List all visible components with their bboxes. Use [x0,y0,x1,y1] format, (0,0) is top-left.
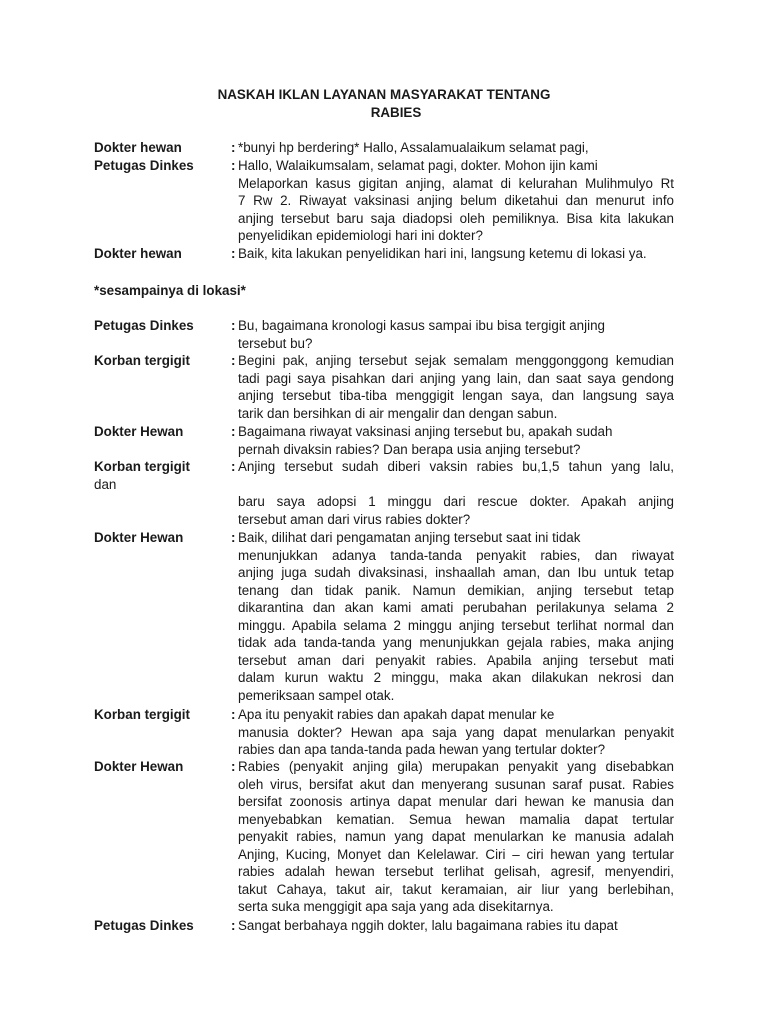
colon: : [231,530,236,545]
dialogue-line: serta suka menggigit apa saja yang ada disekitarnya. [238,899,554,914]
dialogue-text [238,352,674,422]
dialogue-text [238,423,674,458]
dialogue-line: pemeriksaan sampel otak. [238,687,395,703]
speaker-label: Dokter Hewan [94,530,184,545]
colon: : [231,918,236,933]
dialogue-line: rabies adalah hewan tersebut terlihat gelisah, agresif, menyendiri, [238,864,674,879]
dialogue-line: bersifat zoonosis artinya dapat menular dari hewan ke manusia dan [238,794,674,809]
speaker-label: Dokter hewan [94,246,182,261]
colon: : [231,158,236,173]
speaker-label-continuation: dan [94,476,117,492]
dialogue-line: tersebut bu? [238,335,313,351]
dialogue-line-blank [238,476,674,494]
dialogue-line: *bunyi hp berdering* Hallo, Assalamualaikum selamat pagi, [238,140,589,155]
dialogue-line: penyelidikan epidemiologi hari ini dokter? [238,228,483,243]
dialogue-line: 7 Rw 2. Riwayat vaksinasi anjing belum diketahui dan menurut info [238,193,674,208]
dialogue-line: anjing tersebut baru saja diadopsi oleh pemiliknya. Bisa kita lakukan [238,210,674,226]
dialogue-line: takut Cahaya, takut air, takut keramaian, air liur yang berlebihan, [238,881,674,897]
dialogue-text [238,139,674,157]
dialogue-line: Apa itu penyakit rabies dan apakah dapat menular ke [238,707,555,722]
dialogue-text [238,529,674,704]
dialogue-line: Baik, dilihat dari pengamatan anjing tersebut saat ini tidak [238,530,581,545]
dialogue-line: tenang dan tidak panik. Namun demikian, anjing tersebut tetap [238,582,674,598]
dialogue-line: menyebabkan kematian. Semua hewan mamalia dapat tertular [238,811,674,827]
dialogue-line: Baik, kita lakukan penyelidikan hari ini, langsung ketemu di lokasi ya. [238,246,647,261]
dialogue-line: menunjukkan adanya tanda-tanda penyakit rabies, dan riwayat [238,547,674,563]
dialogue-line: tidak ada tanda-tanda yang menunjukkan gejala rabies, maka anjing [238,635,674,650]
dialogue-text [238,758,674,916]
dialogue-line: oleh virus, bersifat akut dan menyerang susunan saraf pusat. Rabies [238,776,674,792]
colon: : [231,459,236,474]
scene-direction: *sesampainya di lokasi* [94,283,246,298]
dialogue-text [238,245,674,263]
dialogue-line: Begini pak, anjing tersebut sejak semalam menggonggong kemudian [238,353,674,368]
colon: : [231,707,236,722]
dialogue-text [238,917,674,935]
dialogue-text [238,706,674,759]
colon: : [231,353,236,368]
speaker-label: Dokter Hewan [94,759,184,774]
dialogue-line: Anjing tersebut sudah diberi vaksin rabies bu,1,5 tahun yang lalu, [238,459,674,474]
dialogue-text [238,317,674,352]
dialogue-line: tadi pagi saya pisahkan dari anjing yang lain, dan saat saya gendong [238,370,674,386]
colon: : [231,759,236,774]
colon: : [231,246,236,261]
dialogue-line: Bu, bagaimana kronologi kasus sampai ibu bisa tergigit anjing [238,318,605,333]
dialogue-line: tersebut aman dari penyakit rabies. Apabila anjing tersebut mati [238,652,674,668]
speaker-label: Petugas Dinkes [94,318,194,333]
dialogue-line: pernah divaksin rabies? Dan berapa usia anjing tersebut? [238,441,581,457]
dialogue-line: minggu. Apabila selama 2 minggu anjing tersebut terlihat normal dan [238,617,674,633]
dialogue-line: anjing juga sudah divaksinasi, inshaallah aman, dan Ibu untuk tetap [238,565,674,580]
speaker-label: Petugas Dinkes [94,918,194,933]
dialogue-line: Melaporkan kasus gigitan anjing, alamat di kelurahan Mulihmulyo Rt [238,175,674,191]
dialogue-line: baru saya adopsi 1 minggu dari rescue dokter. Apakah anjing [238,494,674,509]
speaker-label: Petugas Dinkes [94,158,194,173]
dialogue-line: Hallo, Walaikumsalam, selamat pagi, dokter. Mohon ijin kami [238,158,598,173]
speaker-label: Dokter Hewan [94,424,184,439]
dialogue-text [238,458,674,528]
dialogue-line: Bagaimana riwayat vaksinasi anjing tersebut bu, apakah sudah [238,424,613,439]
dialogue-line: Sangat berbahaya nggih dokter, lalu bagaimana rabies itu dapat [238,918,618,933]
dialogue-line: anjing tersebut tiba-tiba menggigit lengan saya, dan langsung saya [238,388,674,403]
dialogue-line: tarik dan bersihkan di air mengalir dan dengan sabun. [238,405,558,421]
dialogue-line: penyakit rabies, namun yang dapat menularkan ke manusia adalah [238,829,674,844]
dialogue-line: tersebut aman dari virus rabies dokter? [238,511,471,527]
dialogue-line: Rabies (penyakit anjing gila) merupakan penyakit yang disebabkan [238,759,674,774]
speaker-label: Korban tergigit [94,707,190,722]
speaker-label [94,458,234,493]
document-title-line-2: RABIES [370,105,422,120]
colon: : [231,318,236,333]
dialogue-text [238,157,674,245]
speaker-label: Korban tergigit [94,353,190,368]
dialogue-line: Anjing, Kucing, Monyet dan Kelelawar. Ciri – ciri hewan yang tertular [238,846,674,862]
dialogue-line: manusia dokter? Hewan apa saja yang dapat menularkan penyakit [238,724,674,740]
document-title-line-1: NASKAH IKLAN LAYANAN MASYARAKAT TENTANG [217,87,551,102]
dialogue-line: dalam kurun waktu 2 minggu, maka akan dilakukan nekrosi dan [238,670,674,685]
colon: : [231,140,236,155]
dialogue-line: rabies dan apa tanda-tanda pada hewan yang tertular dokter? [238,742,606,757]
speaker-label: Dokter hewan [94,140,182,155]
dialogue-line: dikarantina dan akan kami amati perubahan perilakunya selama 2 [238,600,674,615]
colon: : [231,424,236,439]
speaker-name: Korban tergigit [94,459,190,474]
